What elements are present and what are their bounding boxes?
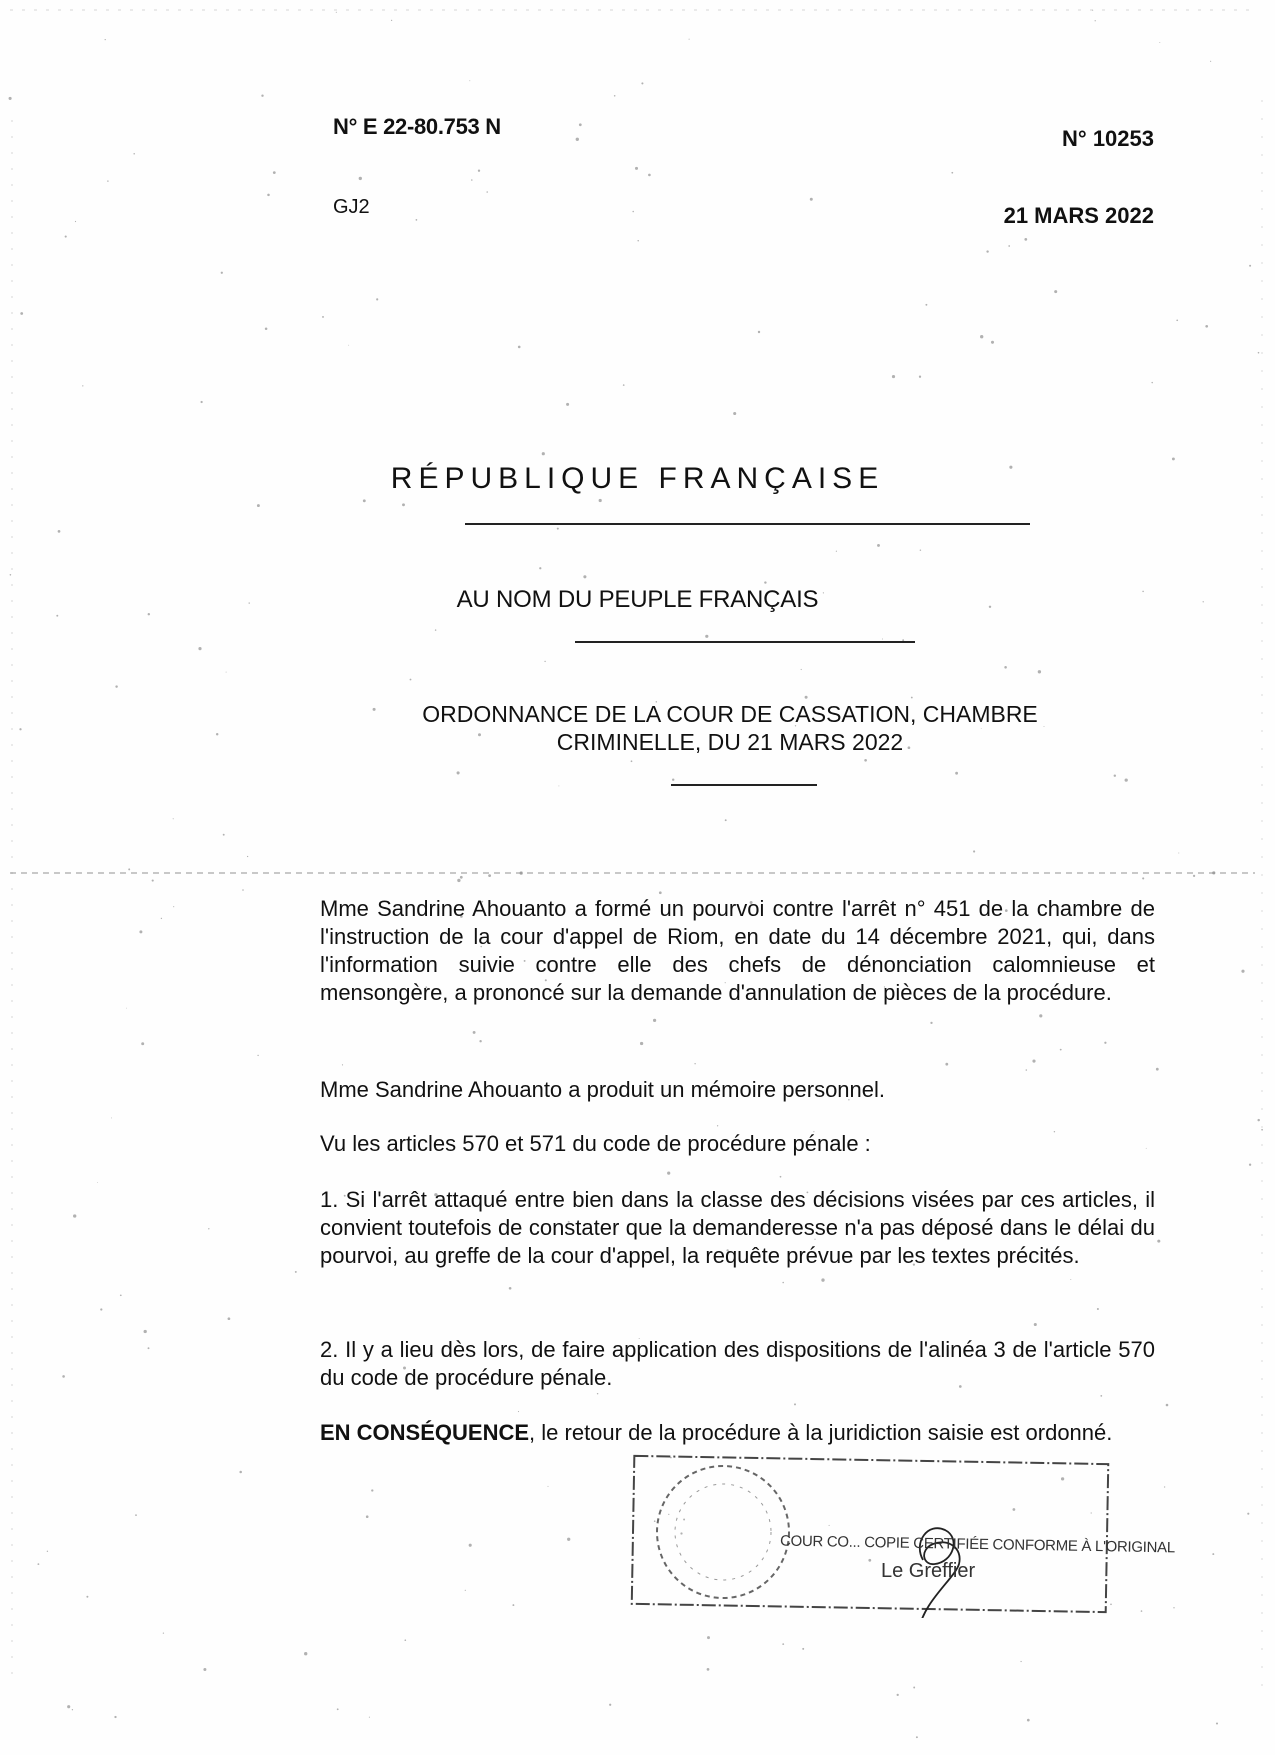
case-number: N° E 22-80.753 N xyxy=(333,114,501,139)
speckle xyxy=(576,138,579,141)
speckle xyxy=(919,376,921,378)
speckle xyxy=(542,452,545,455)
speckle xyxy=(371,1489,373,1491)
speckle xyxy=(107,180,108,181)
speckle xyxy=(509,1287,512,1290)
divider-people xyxy=(575,641,915,643)
speckle xyxy=(133,153,135,155)
speckle xyxy=(782,1282,784,1284)
speckle xyxy=(10,574,12,576)
speckle xyxy=(1212,1553,1214,1555)
speckle xyxy=(1212,871,1215,874)
speckle xyxy=(369,1717,370,1718)
speckle xyxy=(707,1668,710,1671)
speckle xyxy=(120,1294,122,1296)
speckle xyxy=(780,1176,782,1178)
speckle xyxy=(402,503,405,506)
speckle xyxy=(1166,1404,1169,1407)
speckle xyxy=(82,385,83,386)
speckle xyxy=(62,1375,65,1378)
speckle xyxy=(567,1538,570,1541)
speckle xyxy=(1216,1722,1218,1724)
speckle xyxy=(1125,778,1128,781)
speckle xyxy=(221,272,223,274)
speckle xyxy=(144,1330,147,1333)
speckle xyxy=(764,581,766,583)
speckle xyxy=(460,876,463,879)
speckle xyxy=(114,1716,116,1718)
speckle xyxy=(100,1308,102,1310)
speckle xyxy=(208,1228,209,1229)
speckle xyxy=(1092,10,1093,11)
stamp-certification-text: COUR CO... COPIE CERTIFIÉE CONFORME À L'ORIGINAL xyxy=(779,1532,1176,1557)
speckle xyxy=(583,575,586,578)
speckle xyxy=(518,346,521,349)
speckle xyxy=(435,629,436,630)
speckle xyxy=(56,615,58,617)
speckle xyxy=(1027,1719,1030,1722)
speckle xyxy=(257,504,260,507)
speckle xyxy=(216,733,218,735)
speckle xyxy=(1034,1323,1037,1326)
speckle xyxy=(128,868,130,870)
speckle xyxy=(810,198,813,201)
speckle xyxy=(1141,1610,1143,1612)
speckle xyxy=(518,1411,519,1412)
speckle xyxy=(733,412,736,415)
divider-ordonnance xyxy=(671,784,817,786)
speckle xyxy=(1164,1486,1165,1487)
speckle xyxy=(295,1271,297,1273)
speckle xyxy=(469,1544,472,1547)
speckle xyxy=(47,1551,48,1552)
speckle xyxy=(148,1347,150,1349)
speckle xyxy=(725,819,727,821)
speckle xyxy=(86,1596,88,1598)
speckle xyxy=(337,1708,339,1710)
speckle xyxy=(478,170,480,172)
speckle xyxy=(913,1687,915,1689)
speckle xyxy=(75,221,76,222)
speckle xyxy=(916,1736,918,1738)
speckle xyxy=(897,1694,899,1696)
speckle xyxy=(659,891,662,894)
speckle xyxy=(599,499,602,502)
speckle xyxy=(469,80,470,81)
speckle xyxy=(609,1704,611,1706)
speckle xyxy=(228,1317,231,1320)
speckle xyxy=(97,1182,98,1183)
speckle xyxy=(322,316,324,318)
speckle xyxy=(359,177,362,180)
speckle xyxy=(247,856,248,857)
speckle xyxy=(1032,1060,1035,1063)
speckle xyxy=(198,647,201,650)
speckle xyxy=(161,918,162,919)
speckle xyxy=(1114,774,1116,776)
speckle xyxy=(1176,319,1178,321)
paragraph-consequence xyxy=(320,1419,1155,1447)
speckle xyxy=(1039,1014,1042,1017)
speckle xyxy=(465,1590,466,1591)
consequence-text: , le retour de la procédure à la juridiction saisie est ordonné. xyxy=(529,1420,1113,1445)
speckle xyxy=(239,1471,242,1474)
speckle xyxy=(1205,325,1208,328)
speckle xyxy=(126,1008,127,1009)
speckle xyxy=(342,1064,343,1065)
speckle xyxy=(802,1648,804,1650)
speckle xyxy=(1070,1279,1071,1280)
speckle xyxy=(1241,970,1244,973)
speckle xyxy=(457,771,460,774)
speckle xyxy=(512,1604,514,1606)
court-seal xyxy=(657,1466,789,1598)
speckle xyxy=(877,544,880,547)
speckle xyxy=(1178,853,1179,854)
speckle xyxy=(694,1063,695,1064)
speckle xyxy=(631,760,633,762)
speckle xyxy=(1020,1661,1021,1662)
speckle xyxy=(705,635,708,638)
speckle xyxy=(951,172,953,174)
speckle xyxy=(111,1117,112,1118)
speckle xyxy=(257,1055,258,1056)
speckle xyxy=(363,499,366,502)
speckle xyxy=(1054,290,1057,293)
speckle xyxy=(1247,1513,1249,1515)
speckle xyxy=(1100,1395,1102,1397)
speckle xyxy=(261,94,263,96)
speckle xyxy=(892,375,895,378)
speckle xyxy=(65,236,67,238)
speckle xyxy=(991,341,994,344)
speckle xyxy=(348,345,349,346)
speckle xyxy=(1210,61,1211,62)
speckle xyxy=(707,1636,710,1639)
speckle xyxy=(544,661,545,662)
speckle xyxy=(416,219,418,221)
speckle xyxy=(920,549,921,550)
speckle xyxy=(836,551,837,552)
speckle xyxy=(105,39,106,40)
speckle xyxy=(486,191,488,193)
speckle xyxy=(1024,238,1027,241)
republic-heading: RÉPUBLIQUE FRANÇAISE xyxy=(390,462,885,495)
speckle xyxy=(1151,382,1152,383)
speckle xyxy=(1261,1129,1263,1131)
paragraph-pourvoi: Mme Sandrine Ahouanto a formé un pourvoi contre l'arrêt n° 451 de la chambre de l'instruction de la cour d'appel de Riom, en date du 14 décembre 2021, qui, dans l'information suivie contre elle des chefs de dénonciation calomnieuse et mensongère, a prononcé sur la demande d'annulation de pièces de la procédure. xyxy=(320,896,1155,1005)
speckle xyxy=(1038,670,1041,673)
speckle xyxy=(373,708,376,711)
speckle xyxy=(479,1040,481,1042)
speckle xyxy=(672,778,674,780)
speckle xyxy=(203,1668,206,1671)
paragraph-point-2: 2. Il y a lieu dès lors, de faire application des dispositions de l'alinéa 3 de l'article 570 du code de procédure pénale. xyxy=(320,1337,1155,1390)
speckle xyxy=(366,1515,369,1518)
speckle xyxy=(520,871,523,874)
speckle xyxy=(689,39,690,40)
speckle xyxy=(141,1042,144,1045)
speckle xyxy=(1142,877,1144,879)
chamber-code: GJ2 xyxy=(333,196,370,218)
speckle xyxy=(391,20,392,21)
speckle xyxy=(135,1514,137,1516)
ordonnance-title-line1: ORDONNANCE DE LA COUR DE CASSATION, CHAMBRE xyxy=(422,701,1038,727)
speckle xyxy=(558,785,559,786)
speckle xyxy=(37,1563,39,1565)
speckle xyxy=(782,1643,784,1645)
speckle xyxy=(945,1063,948,1066)
speckle xyxy=(930,1022,932,1024)
speckle xyxy=(1257,1119,1259,1121)
speckle xyxy=(72,1709,73,1710)
ordonnance-title xyxy=(380,700,1080,756)
speckle xyxy=(226,672,227,673)
speckle xyxy=(597,1393,598,1394)
speckle xyxy=(304,1652,307,1655)
speckle xyxy=(58,530,61,533)
speckle xyxy=(336,12,337,13)
speckle xyxy=(911,697,913,699)
speckle xyxy=(200,401,202,403)
speckle xyxy=(242,889,244,891)
speckle xyxy=(139,930,142,933)
speckle xyxy=(1249,1164,1251,1166)
speckle xyxy=(640,1042,643,1045)
speckle xyxy=(717,1125,718,1126)
speckle xyxy=(925,304,927,306)
speckle xyxy=(794,1403,796,1405)
speckle xyxy=(973,850,975,852)
consequence-label: EN CONSÉQUENCE xyxy=(320,1420,530,1445)
speckle xyxy=(632,211,634,213)
ordonnance-title-line2: CRIMINELLE, DU 21 MARS 2022 xyxy=(556,729,904,755)
speckle xyxy=(653,1019,656,1022)
speckle xyxy=(955,772,958,775)
speckle xyxy=(163,1632,164,1633)
speckle xyxy=(805,696,808,699)
decision-date: 21 MARS 2022 xyxy=(1003,203,1154,228)
speckle xyxy=(539,567,541,569)
speckle xyxy=(1157,1240,1160,1243)
speckle xyxy=(566,403,569,406)
speckle xyxy=(20,312,23,315)
speckle xyxy=(548,1486,549,1487)
speckle xyxy=(1173,1607,1174,1608)
speckle xyxy=(980,335,983,338)
speckle xyxy=(488,874,491,877)
paragraph-vu-articles: Vu les articles 570 et 571 du code de procédure pénale : xyxy=(320,1131,871,1156)
speckle xyxy=(1258,352,1260,354)
speckle xyxy=(557,528,559,530)
decision-number: N° 10253 xyxy=(1062,126,1154,151)
speckle xyxy=(1008,245,1010,247)
speckle xyxy=(1159,42,1160,43)
speckle xyxy=(473,1031,476,1034)
speckle xyxy=(73,1214,76,1217)
speckle xyxy=(152,880,154,882)
speckle xyxy=(1097,1308,1099,1310)
speckle xyxy=(1249,265,1251,267)
speckle xyxy=(267,194,270,197)
speckle xyxy=(410,679,412,681)
speckle xyxy=(1156,1068,1159,1071)
speckle xyxy=(1104,1042,1106,1044)
speckle xyxy=(115,685,117,687)
people-heading: AU NOM DU PEUPLE FRANÇAIS xyxy=(456,586,819,613)
speckle xyxy=(265,327,268,330)
paragraph-memoire: Mme Sandrine Ahouanto a produit un mémoire personnel. xyxy=(320,1077,886,1102)
speckle xyxy=(821,1278,824,1281)
speckle xyxy=(1060,1049,1062,1051)
speckle xyxy=(1004,666,1007,669)
speckle xyxy=(641,82,643,84)
stamp-greffier: Le Greffier xyxy=(881,1560,976,1582)
speckle xyxy=(173,906,174,907)
speckle xyxy=(623,384,625,386)
speckle xyxy=(1095,20,1096,21)
speckle xyxy=(882,639,883,640)
speckle xyxy=(404,1639,406,1641)
divider-republic xyxy=(465,523,1030,525)
speckle xyxy=(457,879,460,882)
speckle xyxy=(801,669,802,670)
speckle xyxy=(223,834,225,836)
speckle xyxy=(986,250,988,252)
speckle xyxy=(1172,457,1175,460)
speckle xyxy=(376,298,378,300)
speckle xyxy=(635,167,638,170)
speckle xyxy=(864,759,867,762)
speckle xyxy=(173,818,174,819)
speckle xyxy=(648,174,651,177)
speckle xyxy=(614,95,616,97)
speckle xyxy=(1193,875,1195,877)
speckle xyxy=(579,123,582,126)
speckle xyxy=(273,171,276,174)
speckle xyxy=(637,240,638,241)
speckle xyxy=(67,1705,70,1708)
speckle xyxy=(1026,1069,1028,1071)
speckle xyxy=(9,97,12,100)
speckle xyxy=(471,179,473,181)
speckle xyxy=(667,1172,670,1175)
speckle xyxy=(19,728,21,730)
speckle xyxy=(758,331,760,333)
paragraph-point-1: 1. Si l'arrêt attaqué entre bien dans la classe des décisions visées par ces articles, il convient toutefois de constater que la demanderesse n'a pas déposé dans le délai du pourvoi, au greffe de la cour d'appel, la requête prévue par les textes précités. xyxy=(320,1187,1155,1268)
